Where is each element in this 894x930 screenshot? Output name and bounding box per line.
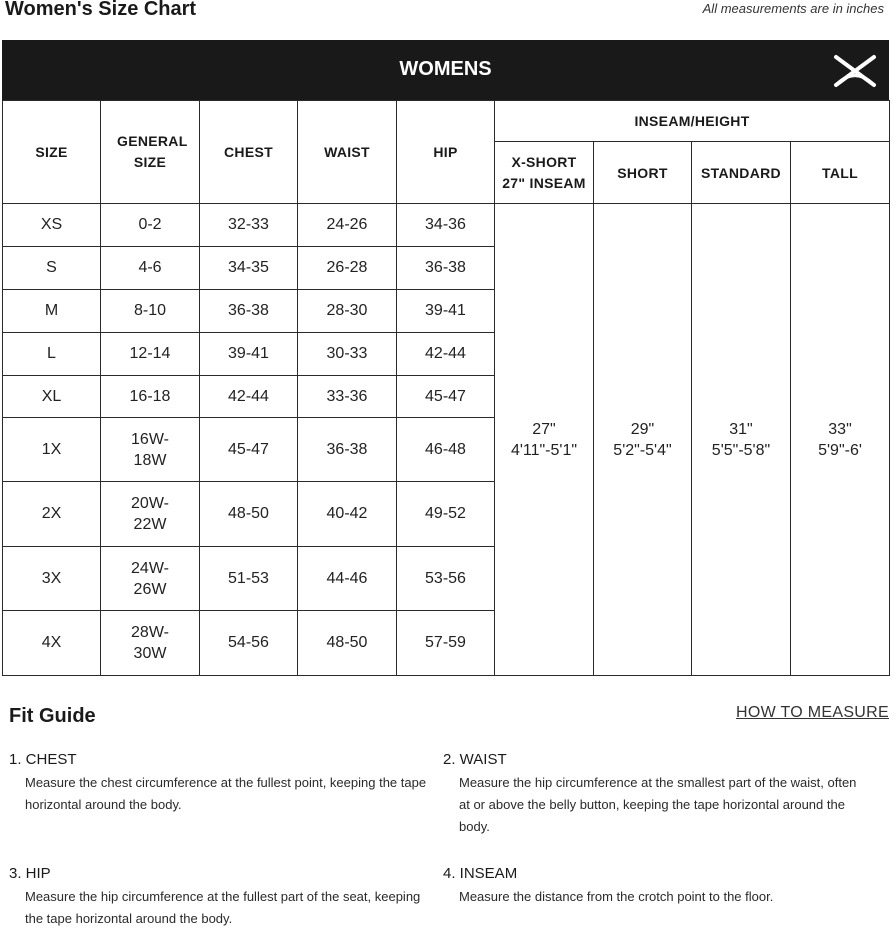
inseam-value: 27" bbox=[532, 420, 556, 438]
general-size-cell: 12-14 bbox=[101, 333, 200, 376]
chest-cell: 36-38 bbox=[200, 290, 298, 333]
chest-cell: 54-56 bbox=[200, 611, 298, 676]
height-value: 5'2"-5'4" bbox=[613, 441, 672, 459]
general-size-line: 30W bbox=[133, 645, 167, 662]
waist-cell: 30-33 bbox=[298, 333, 397, 376]
x-short-label: X-SHORT bbox=[511, 153, 577, 170]
general-size-cell: 8-10 bbox=[101, 290, 200, 333]
hip-cell: 39-41 bbox=[397, 290, 495, 333]
measurement-note: All measurements are in inches bbox=[702, 1, 884, 16]
size-cell: M bbox=[3, 290, 101, 333]
hip-cell: 46-48 bbox=[397, 418, 495, 482]
general-size-cell bbox=[101, 611, 200, 676]
size-cell: XL bbox=[3, 376, 101, 418]
size-cell: 3X bbox=[3, 547, 101, 611]
height-value: 5'5"-5'8" bbox=[711, 441, 771, 459]
general-size-line: 28W- bbox=[131, 624, 169, 641]
standard-inseam-cell bbox=[692, 204, 791, 676]
general-size-line: 24W- bbox=[131, 559, 169, 577]
col-header-chest: CHEST bbox=[200, 101, 298, 204]
col-header-size: SIZE bbox=[3, 101, 101, 204]
waist-cell: 26-28 bbox=[298, 247, 397, 290]
fit-guide-item-chest bbox=[9, 751, 429, 816]
waist-cell: 24-26 bbox=[298, 204, 397, 247]
size-chart-table bbox=[2, 100, 890, 676]
general-size-cell bbox=[101, 418, 200, 482]
general-size-line: 16W- bbox=[131, 430, 169, 448]
chest-cell: 34-35 bbox=[200, 247, 298, 290]
height-value: 4'11"-5'1" bbox=[510, 441, 578, 459]
col-header-tall: TALL bbox=[791, 142, 890, 204]
col-header-x-short bbox=[495, 142, 594, 204]
size-cell: S bbox=[3, 247, 101, 290]
short-inseam-cell bbox=[594, 204, 692, 676]
table-row bbox=[3, 204, 890, 247]
chest-cell: 51-53 bbox=[200, 547, 298, 611]
fit-guide-title: Fit Guide bbox=[9, 705, 96, 727]
fit-guide-item-hip bbox=[9, 865, 429, 930]
general-size-cell: 4-6 bbox=[101, 247, 200, 290]
general-size-cell: 16-18 bbox=[101, 376, 200, 418]
hip-cell: 53-56 bbox=[397, 547, 495, 611]
general-size-cell bbox=[101, 547, 200, 611]
col-header-waist: WAIST bbox=[298, 101, 397, 204]
chest-cell: 45-47 bbox=[200, 418, 298, 482]
inseam-value: 31" bbox=[729, 420, 753, 438]
hip-cell: 49-52 bbox=[397, 482, 495, 547]
fit-guide-item-inseam bbox=[443, 865, 863, 908]
hip-cell: 45-47 bbox=[397, 376, 495, 418]
col-header-short: SHORT bbox=[594, 142, 692, 204]
general-size-cell bbox=[101, 482, 200, 547]
waist-cell: 33-36 bbox=[298, 376, 397, 418]
size-cell: 2X bbox=[3, 482, 101, 547]
hip-cell: 57-59 bbox=[397, 611, 495, 676]
waist-cell: 28-30 bbox=[298, 290, 397, 333]
col-header-hip: HIP bbox=[397, 101, 495, 204]
banner-title: WOMENS bbox=[399, 58, 492, 80]
fit-guide-heading: 2. WAIST bbox=[443, 751, 507, 768]
chest-cell: 42-44 bbox=[200, 376, 298, 418]
fit-guide-text: Measure the hip circumference at the fullest part of the seat, keeping the tape horizontal around the body. bbox=[25, 889, 421, 926]
height-value: 5'9"-6' bbox=[818, 441, 862, 459]
general-size-line: 22W bbox=[133, 516, 167, 533]
col-header-standard: STANDARD bbox=[692, 142, 791, 204]
col-header-inseam-height: INSEAM/HEIGHT bbox=[495, 101, 890, 142]
page-title: Women's Size Chart bbox=[5, 0, 197, 20]
womens-banner bbox=[2, 40, 889, 100]
fit-guide-item-waist bbox=[443, 751, 863, 838]
chest-cell: 32-33 bbox=[200, 204, 298, 247]
general-size-line: 26W bbox=[133, 580, 167, 598]
x-short-inseam-label: 27" INSEAM bbox=[502, 174, 586, 191]
waist-cell: 36-38 bbox=[298, 418, 397, 482]
hip-cell: 42-44 bbox=[397, 333, 495, 376]
tall-inseam-cell bbox=[791, 204, 890, 676]
general-size-line: 18W bbox=[133, 451, 167, 469]
inseam-value: 29" bbox=[630, 420, 655, 438]
size-cell: XS bbox=[3, 204, 101, 247]
size-cell: 4X bbox=[3, 611, 101, 676]
fit-guide-text: Measure the distance from the crotch point to the floor. bbox=[459, 889, 774, 904]
fit-guide-text: Measure the hip circumference at the smallest part of the waist, often at or above the belly button, keeping the tape horizontal around the body. bbox=[459, 775, 857, 834]
general-size-cell: 0-2 bbox=[101, 204, 200, 247]
size-cell: L bbox=[3, 333, 101, 376]
chest-cell: 39-41 bbox=[200, 333, 298, 376]
fit-guide-heading: 1. CHEST bbox=[9, 751, 77, 768]
waist-cell: 44-46 bbox=[298, 547, 397, 611]
fit-guide-text: Measure the chest circumference at the fullest point, keeping the tape horizontal around the body. bbox=[25, 775, 427, 812]
waist-cell: 40-42 bbox=[298, 482, 397, 547]
hip-cell: 34-36 bbox=[397, 204, 495, 247]
general-size-line: 20W- bbox=[131, 495, 169, 512]
size-cell: 1X bbox=[3, 418, 101, 482]
fit-guide-heading: 4. INSEAM bbox=[443, 865, 518, 882]
hip-cell: 36-38 bbox=[397, 247, 495, 290]
fit-guide-heading: 3. HIP bbox=[9, 865, 51, 882]
x-short-inseam-cell bbox=[495, 204, 594, 676]
how-to-measure-link[interactable]: HOW TO MEASURE bbox=[736, 704, 889, 721]
waist-cell: 48-50 bbox=[298, 611, 397, 676]
chest-cell: 48-50 bbox=[200, 482, 298, 547]
inseam-value: 33" bbox=[828, 420, 852, 438]
stylized-x-logo-icon bbox=[833, 54, 877, 88]
col-header-general-size: GENERAL SIZE bbox=[101, 101, 200, 204]
